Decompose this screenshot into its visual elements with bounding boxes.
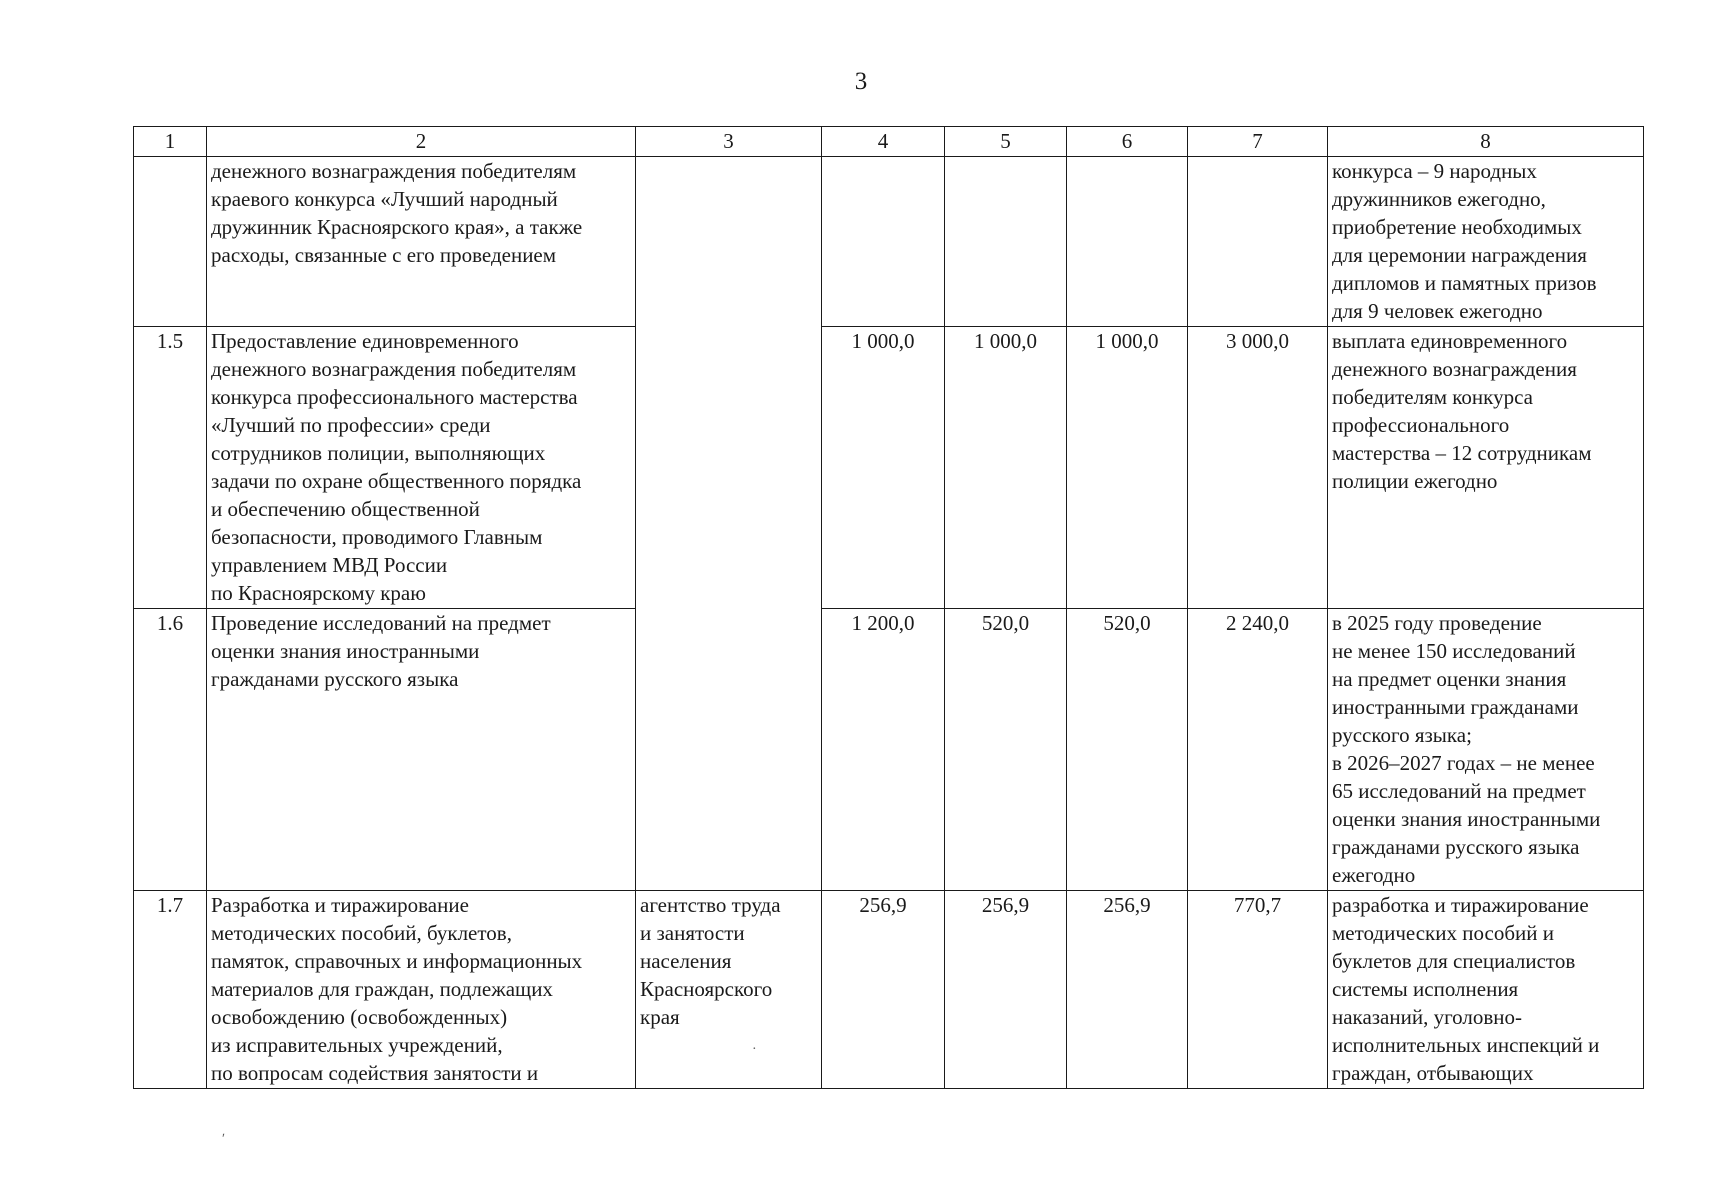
result-line: в 2026–2027 годах – не менее [1332,751,1595,775]
result-line: денежного вознаграждения [1332,357,1577,381]
result-line: буклетов для специалистов [1332,949,1576,973]
result-line: дружинников ежегодно, [1332,187,1546,211]
value-2026-cell: 520,0 [945,609,1067,891]
result-line: ежегодно [1332,863,1416,887]
result-line: 65 исследований на предмет [1332,779,1586,803]
result-line: мастерства – 12 сотрудникам [1332,441,1592,465]
result-line: дипломов и памятных призов [1332,271,1597,295]
result-line: конкурса – 9 народных [1332,159,1537,183]
column-number-cell: 5 [945,127,1067,157]
description-line: Проведение исследований на предмет [211,611,551,635]
description-line: денежного вознаграждения победителям [211,357,577,381]
total-cell: 3 000,0 [1188,327,1328,609]
expected-result-cell [1328,609,1644,891]
column-number-cell: 7 [1188,127,1328,157]
description-line: управлением МВД России [211,553,448,577]
executor-line: Красноярского [640,977,773,1001]
description-line: конкурса профессионального мастерства [211,385,578,409]
result-line: разработка и тиражирование [1332,893,1589,917]
row-number-cell: 1.6 [134,609,207,891]
description-line: денежного вознаграждения победителям [211,159,577,183]
description-line: Предоставление единовременного [211,329,519,353]
page-number: 3 [854,68,868,95]
value-2027-cell [1067,157,1188,327]
result-line: выплата единовременного [1332,329,1568,353]
activity-description-cell [207,327,636,609]
executor-cell [636,891,822,1089]
value-2027-cell: 520,0 [1067,609,1188,891]
expected-result-cell [1328,891,1644,1089]
result-line: в 2025 году проведение [1332,611,1542,635]
description-line: памяток, справочных и информационных [211,949,583,973]
executor-cell [636,157,822,891]
executor-line: и занятости [640,921,745,945]
total-cell: 2 240,0 [1188,609,1328,891]
result-line: системы исполнения [1332,977,1519,1001]
description-line: оценки знания иностранными [211,639,480,663]
activity-description-cell [207,609,636,891]
column-number-cell: 8 [1328,127,1644,157]
description-line: по вопросам содействия занятости и [211,1061,539,1085]
description-line: освобождению (освобожденных) [211,1005,508,1029]
description-line: безопасности, проводимого Главным [211,525,543,549]
table-row [134,327,1644,609]
result-line: русского языка; [1332,723,1472,747]
value-2025-cell: 1 200,0 [822,609,945,891]
activity-description-cell [207,157,636,327]
result-line: не менее 150 исследований [1332,639,1576,663]
description-line: задачи по охране общественного порядка [211,469,582,493]
executor-line: края [640,1005,680,1029]
result-line: исполнительных инспекций и [1332,1033,1600,1057]
result-line: гражданами русского языка [1332,835,1580,859]
result-line: для церемонии награждения [1332,243,1587,267]
table-row [134,157,1644,327]
row-number-cell [134,157,207,327]
column-number-cell: 1 [134,127,207,157]
value-2025-cell: 256,9 [822,891,945,1089]
value-2026-cell: 1 000,0 [945,327,1067,609]
result-line: на предмет оценки знания [1332,667,1567,691]
scan-speck: ʹ [222,1132,226,1147]
table-row [134,891,1644,1089]
description-line: и обеспечению общественной [211,497,480,521]
expected-result-cell [1328,327,1644,609]
row-number-cell: 1.7 [134,891,207,1089]
column-number-cell: 2 [207,127,636,157]
column-number-row [134,127,1644,157]
description-line: по Красноярскому краю [211,581,426,605]
description-line: гражданами русского языка [211,667,459,691]
value-2025-cell [822,157,945,327]
program-activities-table [133,126,1644,1089]
result-line: оценки знания иностранными [1332,807,1601,831]
description-line: материалов для граждан, подлежащих [211,977,553,1001]
scan-speck: · [752,1042,757,1057]
description-line: расходы, связанные с его проведением [211,243,557,267]
description-line: «Лучший по профессии» среди [211,413,491,437]
result-line: приобретение необходимых [1332,215,1582,239]
column-number-cell: 3 [636,127,822,157]
value-2027-cell: 256,9 [1067,891,1188,1089]
value-2026-cell [945,157,1067,327]
column-number-cell: 6 [1067,127,1188,157]
description-line: из исправительных учреждений, [211,1033,503,1057]
total-cell: 770,7 [1188,891,1328,1089]
table-row [134,609,1644,891]
description-line: методических пособий, буклетов, [211,921,512,945]
expected-result-cell [1328,157,1644,327]
result-line: граждан, отбывающих [1332,1061,1534,1085]
description-line: Разработка и тиражирование [211,893,469,917]
value-2026-cell: 256,9 [945,891,1067,1089]
result-line: победителям конкурса [1332,385,1533,409]
result-line: полиции ежегодно [1332,469,1498,493]
description-line: краевого конкурса «Лучший народный [211,187,558,211]
description-line: сотрудников полиции, выполняющих [211,441,546,465]
row-number-cell: 1.5 [134,327,207,609]
value-2025-cell: 1 000,0 [822,327,945,609]
executor-line: населения [640,949,732,973]
description-line: дружинник Красноярского края», а также [211,215,583,239]
executor-line: агентство труда [640,893,781,917]
total-cell [1188,157,1328,327]
result-line: для 9 человек ежегодно [1332,299,1543,323]
value-2027-cell: 1 000,0 [1067,327,1188,609]
result-line: профессионального [1332,413,1510,437]
result-line: наказаний, уголовно- [1332,1005,1523,1029]
result-line: иностранными гражданами [1332,695,1579,719]
column-number-cell: 4 [822,127,945,157]
result-line: методических пособий и [1332,921,1554,945]
activity-description-cell [207,891,636,1089]
